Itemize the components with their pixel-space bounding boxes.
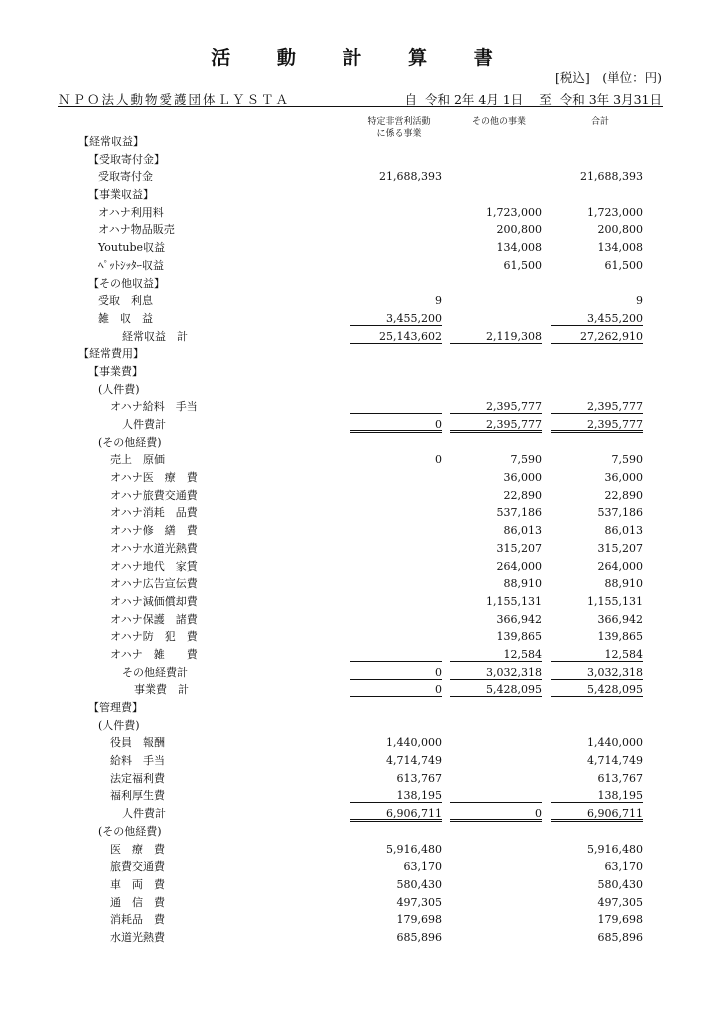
amount-c2: 86,013 <box>503 524 542 538</box>
table-row <box>0 611 724 629</box>
amount-c3: 21,688,393 <box>580 170 643 184</box>
amount-c2: 3,032,318 <box>450 664 542 680</box>
amount-c2: 200,800 <box>496 223 542 237</box>
table-row <box>0 151 724 169</box>
table-row <box>0 787 724 805</box>
amount-c1 <box>350 646 442 662</box>
amount-c3: 2,395,777 <box>551 398 643 414</box>
period-to-date: 令和 3年 3月31日 <box>559 92 662 107</box>
statement-table <box>0 133 724 947</box>
amount-c3: 22,890 <box>604 488 643 502</box>
table-row <box>0 451 724 469</box>
amount-c3: 5,428,095 <box>551 681 643 697</box>
amount-c2: 315,207 <box>496 541 542 555</box>
table-row <box>0 522 724 540</box>
table-row <box>0 805 724 823</box>
table-row <box>0 823 724 841</box>
table-row <box>0 911 724 929</box>
table-row <box>0 664 724 682</box>
column-header-nonprofit-line2: に係る事業 <box>376 129 422 139</box>
row-label: オハナ減価償却費 <box>110 594 198 608</box>
amount-c3: 264,000 <box>597 559 643 573</box>
amount-c3: 537,186 <box>597 506 643 520</box>
table-row <box>0 363 724 381</box>
amount-c2: 2,395,777 <box>450 398 542 414</box>
table-row <box>0 168 724 186</box>
amount-c3: 139,865 <box>597 630 643 644</box>
amount-c2: 139,865 <box>496 630 542 644</box>
amount-c3: 7,590 <box>611 453 643 467</box>
table-row <box>0 628 724 646</box>
table-row <box>0 310 724 328</box>
row-label: 車 両 費 <box>110 877 165 891</box>
amount-c1: 0 <box>435 453 442 467</box>
row-label: オハナ地代 家賃 <box>110 559 198 573</box>
row-label: 人件費計 <box>122 807 166 821</box>
amount-c3: 685,896 <box>597 930 643 944</box>
amount-c2: 537,186 <box>496 506 542 520</box>
row-label: (人件費) <box>98 382 140 396</box>
amount-c2: 1,723,000 <box>486 205 542 219</box>
table-row <box>0 734 724 752</box>
amount-c1: 0 <box>350 416 442 433</box>
amount-c3: 4,714,749 <box>587 754 643 768</box>
row-label: 給料 手当 <box>110 754 165 768</box>
table-row <box>0 239 724 257</box>
row-label: 【受取寄付金】 <box>88 152 165 166</box>
row-label: (その他経費) <box>98 435 162 449</box>
row-label: オハナ医 療 費 <box>110 471 198 485</box>
amount-c2 <box>450 787 542 803</box>
amount-c3: 138,195 <box>551 787 643 803</box>
table-row <box>0 487 724 505</box>
table-row <box>0 398 724 416</box>
amount-c2: 5,428,095 <box>450 681 542 697</box>
table-row <box>0 699 724 717</box>
table-row <box>0 646 724 664</box>
amount-c1: 685,896 <box>396 930 442 944</box>
table-row <box>0 575 724 593</box>
page-title: 活 動 計 算 書 <box>211 47 513 69</box>
row-label: 売上 原価 <box>110 453 165 467</box>
row-label: オハナ防 犯 費 <box>110 630 198 644</box>
amount-c2: 2,119,308 <box>450 328 542 344</box>
table-row <box>0 275 724 293</box>
amount-c1 <box>350 398 442 414</box>
table-row <box>0 540 724 558</box>
period-from-date: 令和 2年 4月 1日 <box>424 92 524 107</box>
amount-c1: 4,714,749 <box>386 754 442 768</box>
table-row <box>0 133 724 151</box>
table-row <box>0 681 724 699</box>
amount-c3: 200,800 <box>597 223 643 237</box>
amount-c2: 88,910 <box>503 577 542 591</box>
amount-c1: 21,688,393 <box>379 170 442 184</box>
table-row <box>0 841 724 859</box>
amount-c2: 366,942 <box>496 612 542 626</box>
amount-c2: 61,500 <box>503 258 542 272</box>
amount-c2: 2,395,777 <box>450 416 542 433</box>
amount-c1: 9 <box>435 294 442 308</box>
amount-c3: 12,584 <box>551 646 643 662</box>
amount-c3: 366,942 <box>597 612 643 626</box>
amount-c1: 0 <box>350 664 442 680</box>
amount-c3: 2,395,777 <box>551 416 643 433</box>
row-label: オハナ物品販売 <box>98 223 175 237</box>
row-label: オハナ 雑 費 <box>110 647 198 661</box>
row-label: その他経費計 <box>122 665 188 679</box>
amount-c3: 6,906,711 <box>551 805 643 822</box>
amount-c3: 134,008 <box>597 241 643 255</box>
row-label: オハナ保護 諸費 <box>110 612 198 626</box>
row-label: 役員 報酬 <box>110 736 165 750</box>
table-row <box>0 717 724 735</box>
row-label: オハナ修 繕 費 <box>110 524 198 538</box>
row-label: 【経常収益】 <box>78 135 144 148</box>
amount-c1: 613,767 <box>396 771 442 785</box>
amount-c1: 6,906,711 <box>350 805 442 822</box>
amount-c3: 5,916,480 <box>587 842 643 856</box>
table-row <box>0 257 724 275</box>
table-row <box>0 345 724 363</box>
amount-c3: 9 <box>636 294 643 308</box>
amount-c1: 138,195 <box>350 787 442 803</box>
amount-c2: 1,155,131 <box>486 594 542 608</box>
row-label: Youtube収益 <box>98 241 166 255</box>
amount-c3: 63,170 <box>604 860 643 874</box>
table-row <box>0 770 724 788</box>
row-label: 消耗品 費 <box>110 913 165 927</box>
amount-c2: 264,000 <box>496 559 542 573</box>
table-row <box>0 894 724 912</box>
row-label: 経常収益 計 <box>122 329 188 343</box>
table-row <box>0 328 724 346</box>
row-label: 事業費 計 <box>134 683 189 697</box>
column-header-other: その他の事業 <box>471 117 526 127</box>
row-label: オハナ旅費交通費 <box>110 488 198 502</box>
amount-c3: 315,207 <box>597 541 643 555</box>
table-row <box>0 204 724 222</box>
row-label: 水道光熱費 <box>110 930 165 944</box>
table-row <box>0 593 724 611</box>
amount-c1: 1,440,000 <box>386 736 442 750</box>
amount-c2: 22,890 <box>503 488 542 502</box>
row-label: 【経常費用】 <box>78 347 144 361</box>
row-label: オハナ消耗 品費 <box>110 506 198 520</box>
row-label: オハナ利用料 <box>98 205 164 219</box>
row-label: 旅費交通費 <box>110 860 165 874</box>
amount-c3: 179,698 <box>597 913 643 927</box>
amount-c1: 179,698 <box>396 913 442 927</box>
table-row <box>0 292 724 310</box>
row-label: 【その他収益】 <box>88 276 165 290</box>
amount-c1: 497,305 <box>396 895 442 909</box>
table-row <box>0 876 724 894</box>
amount-c3: 1,440,000 <box>587 736 643 750</box>
row-label: 【事業費】 <box>88 364 143 378</box>
row-label: 医 療 費 <box>110 842 165 856</box>
amount-c3: 61,500 <box>604 258 643 272</box>
amount-c1: 5,916,480 <box>386 842 442 856</box>
amount-c1: 580,430 <box>396 877 442 891</box>
period-from-label: 自 <box>404 92 417 107</box>
column-header-total: 合計 <box>590 117 609 127</box>
header-rule <box>58 106 663 107</box>
table-row <box>0 469 724 487</box>
amount-c3: 613,767 <box>597 771 643 785</box>
table-row <box>0 752 724 770</box>
amount-c2: 36,000 <box>503 471 542 485</box>
row-label: 通 信 費 <box>110 895 165 909</box>
amount-c3: 88,910 <box>604 577 643 591</box>
row-label: 福利厚生費 <box>110 789 165 803</box>
table-row <box>0 858 724 876</box>
amount-c3: 3,032,318 <box>551 664 643 680</box>
table-row <box>0 434 724 452</box>
table-row <box>0 381 724 399</box>
row-label: 雑 収 益 <box>98 311 153 325</box>
amount-c1: 0 <box>350 681 442 697</box>
row-label: (人件費) <box>98 718 140 732</box>
amount-c3: 1,155,131 <box>587 594 643 608</box>
amount-c2: 0 <box>450 805 542 822</box>
amount-c3: 36,000 <box>604 471 643 485</box>
table-row <box>0 416 724 434</box>
row-label: ﾍﾟｯﾄｼｯﾀｰ収益 <box>98 258 164 272</box>
row-label: 受取寄付金 <box>98 170 153 184</box>
row-label: オハナ広告宣伝費 <box>110 577 198 591</box>
amount-c2: 7,590 <box>510 453 542 467</box>
amount-c2: 12,584 <box>450 646 542 662</box>
table-row <box>0 504 724 522</box>
amount-c3: 580,430 <box>597 877 643 891</box>
row-label: 【管理費】 <box>88 701 143 714</box>
amount-c1: 63,170 <box>403 860 442 874</box>
amount-c3: 86,013 <box>604 524 643 538</box>
row-label: オハナ水道光熱費 <box>110 541 198 555</box>
column-header-nonprofit-line1: 特定非営利活動 <box>367 117 431 127</box>
row-label: 法定福利費 <box>110 771 165 785</box>
period-to-label: 至 <box>539 92 552 107</box>
amount-c3: 27,262,910 <box>551 328 643 344</box>
table-row <box>0 558 724 576</box>
amount-c3: 3,455,200 <box>551 310 643 326</box>
table-row <box>0 929 724 947</box>
amount-c1: 3,455,200 <box>350 310 442 326</box>
organization-name: ＮＰＯ法人動物愛護団体ＬＹＳＴＡ <box>58 92 291 107</box>
table-row <box>0 221 724 239</box>
row-label: 人件費計 <box>122 418 166 431</box>
row-label: オハナ給料 手当 <box>110 400 198 414</box>
unit-label: [税込] (単位：円) <box>554 70 662 85</box>
row-label: 受取 利息 <box>98 294 153 308</box>
amount-c2: 134,008 <box>496 241 542 255</box>
table-row <box>0 186 724 204</box>
amount-c3: 1,723,000 <box>587 205 643 219</box>
amount-c1: 25,143,602 <box>350 328 442 344</box>
amount-c3: 497,305 <box>597 895 643 909</box>
row-label: 【事業収益】 <box>88 188 154 202</box>
row-label: (その他経費) <box>98 824 162 838</box>
